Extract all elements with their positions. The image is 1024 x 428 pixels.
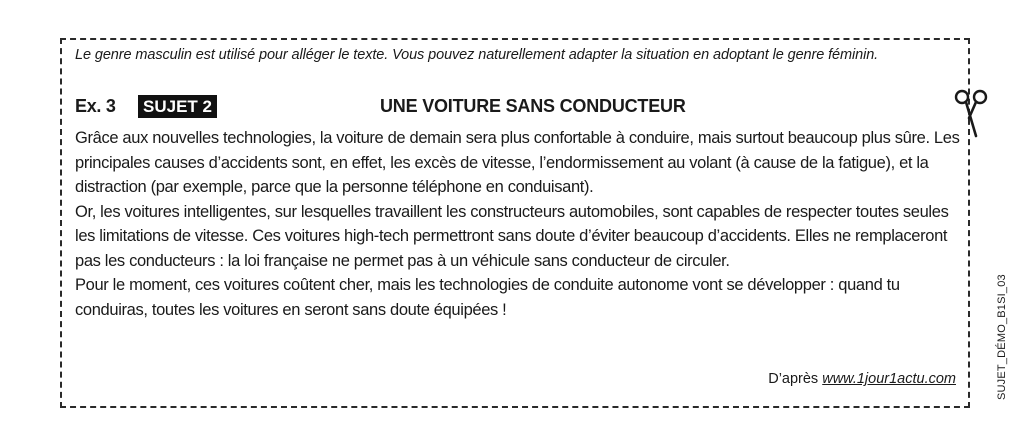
source-prefix: D’après bbox=[768, 371, 819, 387]
paragraph-2: Or, les voitures intelligentes, sur lesquelles travaillent les constructeurs automobiles, sont capables de respecter toutes seules les limitations de vitesse. Ces voitures high-tech permettront sans doute d’éviter beaucoup d’accidents. Elles ne remplaceront pas les conducteurs : la loi française ne permet pas à un véhicule sans conducteur de circuler. bbox=[75, 202, 949, 270]
source-link[interactable]: www.1jour1actu.com bbox=[822, 371, 956, 387]
gender-note: Le genre masculin est utilisé pour alléger le texte. Vous pouvez naturellement adapter la situation en adoptant le genre féminin. bbox=[75, 47, 879, 63]
source-credit bbox=[768, 371, 956, 387]
article-body bbox=[75, 126, 960, 322]
document-code: SUJET_DÉMO_B1SI_03 bbox=[996, 274, 1008, 400]
subject-badge: SUJET 2 bbox=[138, 95, 217, 118]
exercise-label: Ex. 3 bbox=[75, 96, 116, 116]
paragraph-1: Grâce aux nouvelles technologies, la voiture de demain sera plus confortable à conduire, mais surtout beaucoup plus sûre. Les principales causes d’accidents sont, en effet, les excès de vitesse, l’endormissement au volant (à cause de la fatigue), et la distraction (par exemple, parce que la personne téléphone en conduisant). bbox=[75, 129, 960, 196]
paragraph-3: Pour le moment, ces voitures coûtent cher, mais les technologies de conduite autonome vont se développer : quand tu conduiras, toutes les voitures en seront sans doute équipées ! bbox=[75, 276, 900, 319]
document-title: UNE VOITURE SANS CONDUCTEUR bbox=[380, 96, 686, 116]
